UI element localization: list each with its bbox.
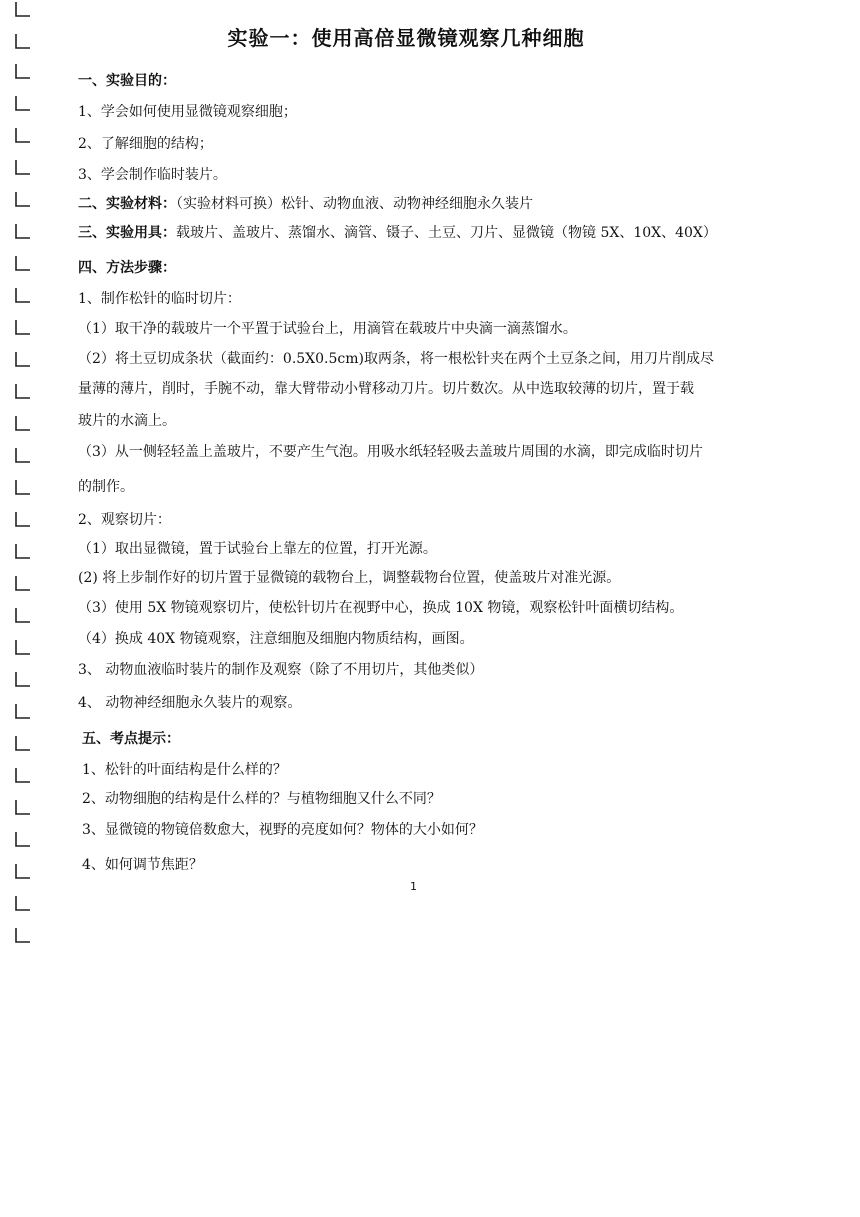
step-line: （3）使用 5X 物镜观察切片，使松针切片在视野中心，换成 10X 物镜，观察松针叶面横切结构。	[78, 600, 684, 616]
hint-item: 2、动物细胞的结构是什么样的？与植物细胞又什么不同？	[82, 791, 441, 807]
step-line: 玻片的水滴上。	[78, 413, 176, 429]
step-line: 1、制作松针的临时切片：	[78, 291, 241, 307]
step-line: 2、观察切片：	[78, 512, 171, 528]
binding-marks-icon	[14, 0, 44, 960]
step-line: （1）取出显微镜，置于试验台上靠左的位置，打开光源。	[78, 541, 437, 557]
steps-heading: 四、方法步骤：	[78, 260, 176, 276]
hint-item: 3、显微镜的物镜倍数愈大，视野的亮度如何？物体的大小如何？	[82, 822, 483, 838]
step-line: 4、 动物神经细胞永久装片的观察。	[78, 695, 302, 711]
page-number: 1	[410, 880, 417, 893]
step-line: 3、 动物血液临时装片的制作及观察（除了不用切片，其他类似）	[78, 662, 484, 678]
purpose-item: 2、了解细胞的结构；	[78, 136, 213, 152]
hint-item: 1、松针的叶面结构是什么样的？	[82, 762, 287, 778]
step-line: （2）将土豆切成条状（截面约：0.5X0.5cm)取两条，将一根松针夹在两个土豆条之间，用刀片削成尽	[78, 351, 714, 367]
hints-heading: 五、考点提示：	[82, 731, 180, 747]
page-title: 实验一：使用高倍显微镜观察几种细胞	[227, 26, 585, 50]
binding-marks	[14, 0, 44, 960]
tools-heading: 三、实验用具：	[78, 225, 176, 241]
step-line: （1）取干净的载玻片一个平置于试验台上，用滴管在载玻片中央滴一滴蒸馏水。	[78, 321, 577, 337]
step-line: （4）换成 40X 物镜观察，注意细胞及细胞内物质结构，画图。	[78, 631, 474, 647]
purpose-item: 3、学会制作临时装片。	[78, 167, 227, 183]
materials-line	[78, 193, 533, 213]
purpose-item: 1、学会如何使用显微镜观察细胞；	[78, 104, 297, 120]
tools-text: 载玻片、盖玻片、蒸馏水、滴管、镊子、土豆、刀片、显微镜（物镜 5X、10X、40X）	[176, 225, 717, 241]
step-line: （3）从一侧轻轻盖上盖玻片，不要产生气泡。用吸水纸轻轻吸去盖玻片周围的水滴，即完成临时切片	[78, 444, 703, 460]
step-line: 的制作。	[78, 479, 134, 495]
step-line: (2) 将上步制作好的切片置于显微镜的载物台上，调整载物台位置，使盖玻片对准光源。	[78, 570, 621, 586]
tools-line	[78, 222, 717, 242]
purpose-heading: 一、实验目的：	[78, 73, 176, 89]
materials-heading: 二、实验材料：	[78, 196, 176, 212]
materials-text: （实验材料可换）松针、动物血液、动物神经细胞永久装片	[176, 196, 533, 212]
hint-item: 4、如何调节焦距？	[82, 857, 203, 873]
step-line: 量薄的薄片，削时，手腕不动，靠大臂带动小臂移动刀片。切片数次。从中选取较薄的切片，置于载	[78, 381, 694, 397]
